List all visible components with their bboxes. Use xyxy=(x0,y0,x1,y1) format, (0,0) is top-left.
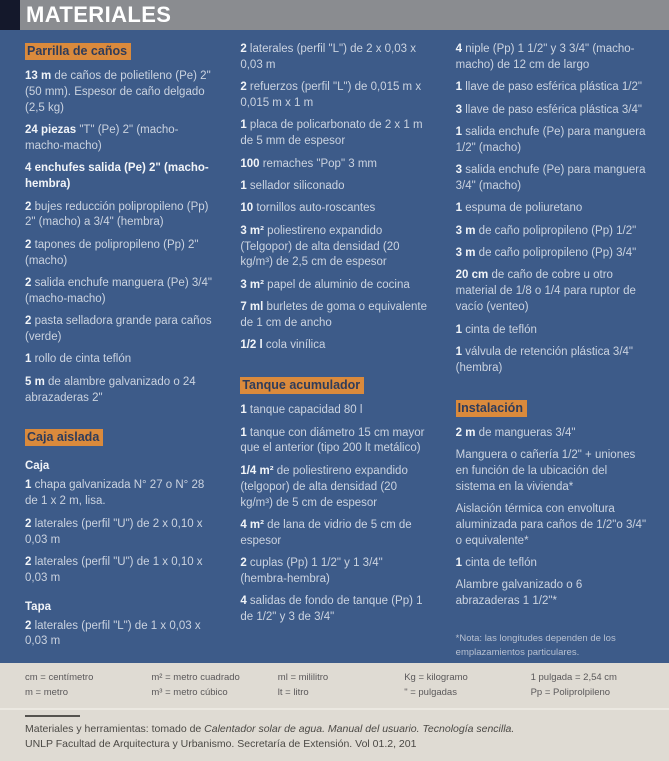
material-item: 4 niple (Pp) 1 1/2" y 3 3/4" (macho-macho) de 12 cm de largo xyxy=(455,43,635,71)
legend-entry: " = pulgadas xyxy=(404,686,457,698)
material-item: 2 m de mangueras 3/4" xyxy=(455,426,576,439)
legend-group-3 xyxy=(278,671,398,700)
section-header-label: Tanque acumulador xyxy=(240,377,364,394)
material-quantity: 1 xyxy=(240,180,250,193)
legend-entry: m³ = metro cúbico xyxy=(151,686,228,698)
material-item: 4 salidas de fondo de tanque (Pp) 1 de 1/2" y 3 de 3/4" xyxy=(240,595,423,624)
material-quantity: 3 m² xyxy=(240,224,268,237)
section-header xyxy=(25,428,216,446)
legend-entry: 1 pulgada = 2,54 cm xyxy=(530,672,617,684)
section-header xyxy=(240,376,431,394)
legend-entry: ml = mililitro xyxy=(277,672,329,684)
material-item: 1 placa de policarbonato de 2 x 1 m de 5 mm de espesor xyxy=(240,119,423,148)
column-2 xyxy=(240,42,431,660)
material-item: 1 llave de paso esférica plástica 1/2" xyxy=(455,81,642,94)
material-quantity: 2 xyxy=(25,276,35,289)
column-3 xyxy=(456,42,647,660)
material-quantity: 2 xyxy=(25,315,35,328)
material-quantity: 3 m xyxy=(455,224,479,237)
legend-group-1 xyxy=(25,671,145,700)
material-quantity: 2 xyxy=(25,555,35,568)
section-header-label: Parrilla de caños xyxy=(25,43,131,60)
corner-mark xyxy=(0,0,20,30)
material-item: 10 tornillos auto-roscantes xyxy=(240,202,376,215)
material-quantity: 4 enchufes salida (Pe) 2" (macho-hembra) xyxy=(25,162,209,191)
material-quantity: 1 xyxy=(25,353,35,366)
material-quantity: 13 m xyxy=(25,70,55,82)
material-item: 1 tanque con diámetro 15 cm mayor que el anterior (tipo 200 lt metálico) xyxy=(240,426,425,455)
footer-rule-line xyxy=(25,715,80,717)
material-item: 2 laterales (perfil "U") de 2 x 0,10 x 0,03 m xyxy=(25,517,203,546)
material-item: 3 salida enchufe (Pe) para manguera 3/4" (macho) xyxy=(455,164,646,193)
material-item: 1/2 l cola vinílica xyxy=(240,339,326,352)
material-quantity: 1 xyxy=(240,426,250,439)
material-quantity: 3 xyxy=(455,103,466,116)
legend-entry: lt = litro xyxy=(277,686,309,698)
material-item: 2 laterales (perfil "L") de 2 x 0,03 x 0,03 m xyxy=(240,43,416,71)
material-quantity: 1 xyxy=(455,345,466,358)
material-quantity: 1/2 l xyxy=(240,339,266,352)
material-item: 3 llave de paso esférica plástica 3/4" xyxy=(455,103,642,116)
material-quantity: 4 m² xyxy=(240,518,268,531)
material-quantity: 1 xyxy=(455,81,466,94)
material-quantity: 1 xyxy=(240,119,250,132)
material-item: 2 refuerzos (perfil "L") de 0,015 m x 0,015 m x 1 m xyxy=(240,81,422,110)
material-item: 2 tapones de polipropileno (Pp) 2" (macho) xyxy=(25,238,199,267)
material-quantity: 3 m² xyxy=(240,278,268,291)
section-header-label: Caja aislada xyxy=(25,429,103,446)
material-item: 13 m de caños de polietileno (Pe) 2" (50 mm). Espesor de caño delgado (2,5 kg) xyxy=(25,70,211,114)
material-quantity: 7 ml xyxy=(240,301,267,314)
material-item: 1 sellador siliconado xyxy=(240,180,345,193)
footer-source-title: Calentador solar de agua. Manual del usuario. Tecnología sencilla. xyxy=(204,722,515,735)
material-item: Alambre galvanizado o 6 abrazaderas 1 1/2"* xyxy=(455,579,583,608)
material-quantity: 1/4 m² xyxy=(240,464,277,477)
material-item: 3 m de caño polipropileno (Pp) 3/4" xyxy=(455,247,637,260)
legend-entry: Pp = Poliprolpileno xyxy=(530,686,611,698)
material-quantity: 2 xyxy=(25,238,35,251)
material-quantity: 4 xyxy=(240,595,250,608)
material-item: 1 rollo de cinta teflón xyxy=(25,353,132,366)
page-title: MATERIALES xyxy=(26,1,172,28)
material-item: 3 m de caño polipropileno (Pp) 1/2" xyxy=(455,224,637,237)
material-quantity: 2 xyxy=(240,81,250,94)
material-quantity: 100 xyxy=(240,157,263,170)
material-quantity: 1 xyxy=(455,202,466,215)
material-item: 7 ml burletes de goma o equivalente de 1 cm de ancho xyxy=(240,301,428,330)
footer-source-line xyxy=(25,722,644,737)
footer xyxy=(0,708,669,761)
material-item: 1 cinta de teflón xyxy=(455,557,537,570)
material-item: 20 cm de caño de cobre u otro material de 1/8 o 1/4 para ruptor de vacío (venteo) xyxy=(455,269,636,314)
material-quantity: 10 xyxy=(240,202,257,215)
legend-entry: m = metro xyxy=(25,686,69,698)
material-item: 1 chapa galvanizada N° 27 o N° 28 de 1 x 2 m, lisa. xyxy=(25,479,205,508)
sub-header: Tapa xyxy=(25,600,51,613)
material-quantity: 1 xyxy=(455,557,466,570)
material-quantity: 3 xyxy=(455,164,466,177)
material-quantity: 5 m xyxy=(25,375,49,388)
material-quantity: 1 xyxy=(455,323,466,336)
material-quantity: 1 xyxy=(455,125,466,138)
section-header xyxy=(456,399,647,417)
material-item: 2 pasta selladora grande para caños (verde) xyxy=(25,315,212,344)
legend-group-5 xyxy=(531,671,651,700)
material-quantity: 3 m xyxy=(455,247,479,260)
material-item: 1 cinta de teflón xyxy=(455,323,537,336)
material-item: 1 válvula de retención plástica 3/4" (hembra) xyxy=(455,345,633,374)
material-quantity: 1 xyxy=(240,404,250,417)
legend-entry: cm = centímetro xyxy=(25,672,94,684)
legend-entry: m² = metro cuadrado xyxy=(151,672,240,684)
footnote: *Nota: las longitudes dependen de los emplazamientos particulares. xyxy=(455,633,616,658)
material-item: 4 m² de lana de vidrio de 5 cm de espesor xyxy=(240,518,412,547)
section-header xyxy=(25,42,216,60)
material-item: 1 espuma de poliuretano xyxy=(455,202,583,215)
material-quantity: 20 cm xyxy=(455,269,492,282)
section-header-label: Instalación xyxy=(456,400,527,417)
material-item: 1 tanque capacidad 80 l xyxy=(240,404,363,417)
material-item: 3 m² poliestireno expandido (Telgopor) de alta densidad (20 kg/m³) de 2,5 cm de espesor xyxy=(240,224,400,269)
legend-group-4 xyxy=(404,671,524,700)
legend-entry: Kg = kilogramo xyxy=(404,672,468,684)
material-quantity: 1 xyxy=(25,479,35,492)
material-item: 2 bujes reducción polipropileno (Pp) 2" (macho) a 3/4" (hembra) xyxy=(25,200,209,229)
material-item: 24 piezas "T" (Pe) 2" (macho-macho-macho) xyxy=(25,124,179,152)
material-item: 5 m de alambre galvanizado o 24 abrazaderas 2" xyxy=(25,375,196,404)
material-item: Manguera o cañería 1/2" + uniones en función de la ubicación del sistema en la vivienda* xyxy=(455,448,636,493)
footer-source-prefix: Materiales y herramientas: tomado de xyxy=(25,722,205,735)
footer-institution-line: UNLP Facultad de Arquitectura y Urbanismo. Secretaría de Extensión. Vol 01.2, 201 xyxy=(25,737,417,750)
material-quantity: 2 xyxy=(25,619,35,632)
sub-header: Caja xyxy=(25,460,50,473)
material-quantity: 2 xyxy=(25,200,35,213)
abbreviation-legend xyxy=(0,663,669,707)
material-item: 3 m² papel de aluminio de cocina xyxy=(240,278,410,291)
material-item: 2 laterales (perfil "U") de 1 x 0,10 x 0,03 m xyxy=(25,555,203,584)
material-item: 2 cuplas (Pp) 1 1/2" y 1 3/4" (hembra-hembra) xyxy=(240,557,383,585)
material-quantity: 2 xyxy=(240,557,250,570)
column-1 xyxy=(25,42,216,660)
material-item: 1/4 m² de poliestireno expandido (telgopor) de alta densidad (20 kg/m³) de 5 cm de espesor xyxy=(240,464,408,509)
material-item xyxy=(25,161,216,193)
title-bar xyxy=(0,0,669,30)
material-quantity: 4 xyxy=(455,43,466,55)
material-item: 1 salida enchufe (Pe) para manguera 1/2" (macho) xyxy=(455,125,646,154)
material-quantity: 2 xyxy=(240,43,250,55)
material-item: Aislación térmica con envoltura aluminizada para caños de 1/2"o 3/4" o equivalente* xyxy=(455,503,647,547)
material-item: 100 remaches "Pop" 3 mm xyxy=(240,157,377,170)
material-quantity: 24 piezas xyxy=(25,124,80,137)
material-item: 2 laterales (perfil "L") de 1 x 0,03 x 0,03 m xyxy=(25,619,201,648)
legend-group-2 xyxy=(151,671,271,700)
material-item: 2 salida enchufe manguera (Pe) 3/4" (macho-macho) xyxy=(25,276,212,305)
material-quantity: 2 m xyxy=(455,426,479,439)
material-quantity: 2 xyxy=(25,517,35,530)
materials-columns xyxy=(0,30,669,663)
